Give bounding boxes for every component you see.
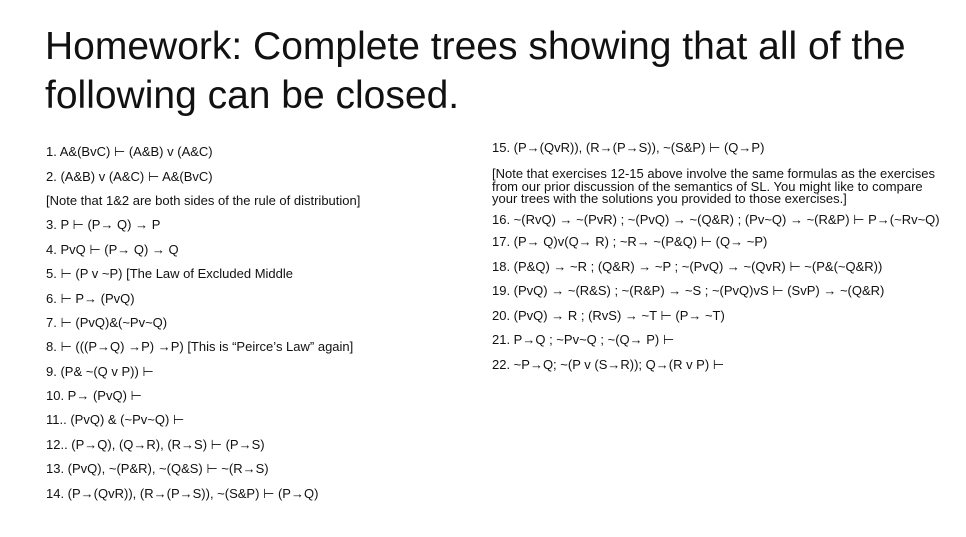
exercise-item: 9. (P& ~(Q v P)) ⊢ xyxy=(46,363,154,379)
exercise-item: 7. ⊢ (PvQ)&(~Pv~Q) xyxy=(46,314,168,330)
exercise-item: 5. ⊢ (P v ~P) [The Law of Excluded Middle xyxy=(46,266,294,282)
exercise-item: 21. P→Q ; ~Pv~Q ; ~(Q→ P) ⊢ xyxy=(492,332,675,348)
exercise-item: 6. ⊢ P→ (PvQ) xyxy=(46,290,135,306)
exercise-item: 20. (PvQ) → R ; (RvS) → ~T ⊢ (P→ ~T) xyxy=(492,307,725,323)
exercise-item: 18. (P&Q) → ~R ; (Q&R) → ~P ; ~(PvQ) → ~(QvR) ⊢ ~(P&(~Q&R)) xyxy=(492,258,883,274)
exercise-item: 17. (P→ Q)v(Q→ R) ; ~R→ ~(P&Q) ⊢ (Q→ ~P) xyxy=(492,234,768,249)
exercise-list-left xyxy=(46,140,466,506)
exercise-item: 2. (A&B) v (A&C) ⊢ A&(BvC) xyxy=(46,168,213,184)
exercise-item: 15. (P→(QvR)), (R→(P→S)), ~(S&P) ⊢ (Q→P) xyxy=(492,140,765,155)
exercise-item: 8. ⊢ (((P→Q) →P) →P) [This is “Peirce’s Law” again] xyxy=(46,339,354,355)
exercise-item: 1. A&(BvC) ⊢ (A&B) v (A&C) xyxy=(46,144,213,160)
note-text: [Note that 1&2 are both sides of the rule of distribution] xyxy=(46,192,361,208)
exercise-item: 13. (PvQ), ~(P&R), ~(Q&S) ⊢ ~(R→S) xyxy=(46,461,269,477)
note-text: [Note that exercises 12-15 above involve the same formulas as the exercises from our prior discussion of the semantics of SL. You might like to compare your trees with the solutions you provided to those exercises.] xyxy=(492,166,935,206)
exercise-item: 12.. (P→Q), (Q→R), (R→S) ⊢ (P→S) xyxy=(46,436,265,452)
exercise-item: 19. (PvQ) → ~(R&S) ; ~(R&P) → ~S ; ~(PvQ)vS ⊢ (SvP) → ~(Q&R) xyxy=(492,283,885,299)
exercise-list-right xyxy=(492,140,942,382)
exercise-item: 3. P ⊢ (P→ Q) → P xyxy=(46,217,161,233)
exercise-item: 4. PvQ ⊢ (P→ Q) → Q xyxy=(46,241,179,257)
exercise-item: 14. (P→(QvR)), (R→(P→S)), ~(S&P) ⊢ (P→Q) xyxy=(46,485,319,501)
exercise-item: 11.. (PvQ) & (~Pv~Q) ⊢ xyxy=(46,412,185,428)
exercise-item: 16. ~(RvQ) → ~(PvR) ; ~(PvQ) → ~(Q&R) ; (Pv~Q) → ~(R&P) ⊢ P→(~Rv~Q) xyxy=(492,211,940,227)
page-title: Homework: Complete trees showing that all of the following can be closed. xyxy=(45,25,906,117)
exercise-item: 10. P→ (PvQ) ⊢ xyxy=(46,388,142,404)
exercise-item: 22. ~P→Q; ~(P v (S→R)); Q→(R v P) ⊢ xyxy=(492,356,725,372)
